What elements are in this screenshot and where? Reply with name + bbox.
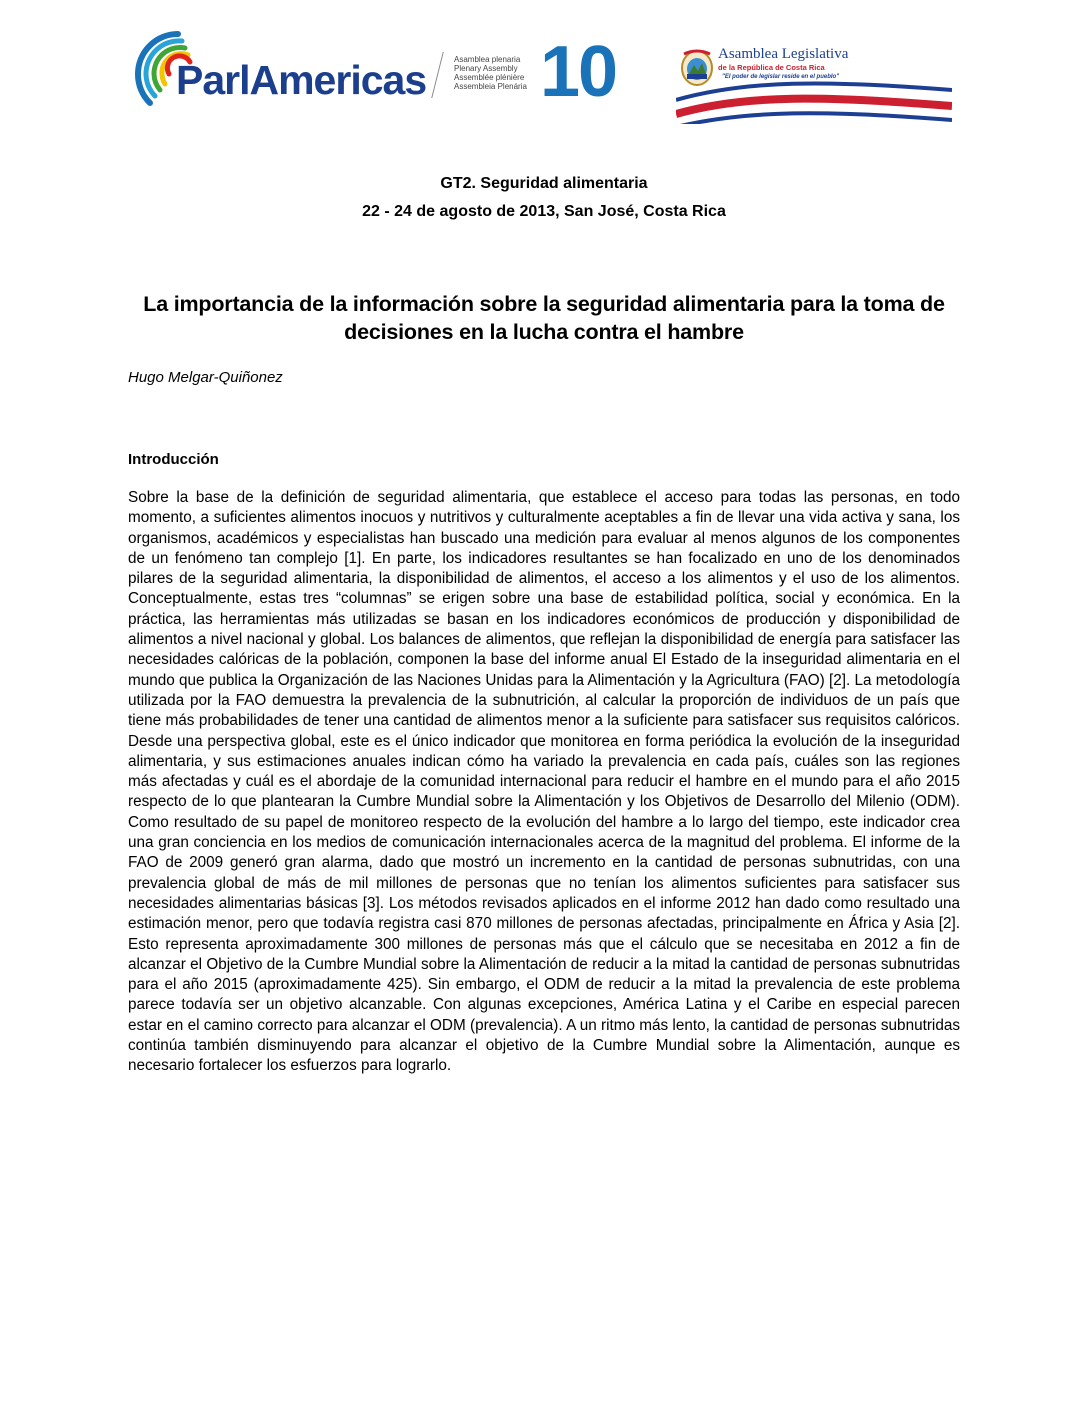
assembly-label-pt: Assembleia Plenária [454, 82, 527, 91]
section-heading: Introducción [128, 451, 219, 468]
body-paragraph: Sobre la base de la definición de seguridad alimentaria, que establece el acceso para todas las personas, en todo momento, a suficientes alimentos inocuos y nutritivos y culturalmente aceptables a fin de llevar una vida activa y sana, los organismos, académicos y especialistas han buscado una medición para evaluar al menos algunos de los componentes de un fenómeno tan complejo [1]. En parte, los indicadores resultantes se han focalizado en uno de los denominados pilares de la seguridad alimentaria, la disponibilidad de alimentos, el acceso a los alimentos y el uso de los alimentos. Conceptualmente, estas tres “columnas” se erigen sobre una base de estabilidad política, social y económica. En la práctica, las herramientas más utilizadas se basan en los indicadores económicos de producción y disponibilidad de alimentos a nivel nacional y global. Los balances de alimentos, que reflejan la disponibilidad de energía para satisfacer las necesidades calóricas de la población, componen la base del informe anual El Estado de la inseguridad alimentaria en el mundo que publica la Organización de las Naciones Unidas para la Alimentación y la Agricultura (FAO) [2]. La metodología utilizada por la FAO demuestra la prevalencia de la subnutrición, al calcular la proporción de individuos de un país que tiene más probabilidades de tener una cantidad de alimentos menor a la suficiente para satisfacer sus requisitos calóricos. Desde una perspectiva global, este es el único indicador que monitorea en forma periódica la evolución de la inseguridad alimentaria, y sus estimaciones anuales indican cómo ha variado la prevalencia en cada país, cuáles son las regiones más afectadas y cuál es el abordaje de la comunidad internacional para reducir el hambre en el mundo para el año 2015 respecto de lo que plantearan la Cumbre Mundial sobre la Alimentación y los Objetivos de Desarrollo del Milenio (ODM). Como resultado de su papel de monitoreo respecto de la evolución del hambre a lo largo del tiempo, este indicador crea una gran conciencia en los medios de comunicación internacionales acerca de la magnitud del problema. El informe de la FAO de 2009 generó gran alarma, dado que mostró un incremento en la cantidad de personas subnutridas, con una prevalencia global de más de mil millones de personas que no tenían los alimentos suficientes para satisfacer sus necesidades alimentarias básicas [3]. Los métodos revisados aplicados en el informe 2012 han dado como resultado una estimación menor, pero que todavía registra casi 870 millones de personas afectadas, principalmente en África y Asia [2]. Esto representa aproximadamente 300 millones de personas más que el cálculo que se necesitaba en 2012 a fin de alcanzar el Objetivo de la Cumbre Mundial sobre la Alimentación de reducir a la mitad la cantidad de personas subnutridas para el año 2015 (aproximadamente 425). Sin embargo, el ODM de reducir a la mitad la prevalencia de este problema parece todavía ser un objetivo alcanzable. Con algunas excepciones, América Latina y el Caribe en especial parecen estar en el camino correcto para alcanzar el ODM (prevalencia). A un ritmo más lento, la cantidad de personas subnutridas continúa también disminuyendo para alcanzar el objetivo de la Cumbre Mundial sobre la Alimentación, aunque es necesario fortalecer los esfuerzos para lograrlo. [128, 489, 960, 1075]
assembly-label-es: Asamblea plenaria [454, 55, 521, 64]
document-title: La importancia de la información sobre la seguridad alimentaria para la toma de decisiones en la lucha contra el hambre [143, 292, 945, 344]
coat-of-arms-icon [682, 51, 712, 85]
asamblea-title: Asamblea Legislativa [718, 46, 849, 62]
edition-number: 10 [540, 32, 617, 112]
assembly-label-en: Plenary Assembly [454, 64, 518, 73]
event-date-location: 22 - 24 de agosto de 2013, San José, Costa Rica [362, 203, 726, 220]
asamblea-motto: "El poder de legislar reside en el pueblo" [722, 74, 840, 80]
parlamericas-wordmark: ParlAmericas [176, 57, 427, 103]
asamblea-subtitle: de la República de Costa Rica [718, 63, 825, 72]
assembly-label-fr: Assemblée plénière [454, 73, 525, 82]
author-name: Hugo Melgar-Quiñonez [128, 369, 283, 386]
parlamericas-logo [128, 26, 438, 122]
plenary-assembly-labels [454, 55, 534, 91]
working-group-heading: GT2. Seguridad alimentaria [440, 175, 648, 192]
